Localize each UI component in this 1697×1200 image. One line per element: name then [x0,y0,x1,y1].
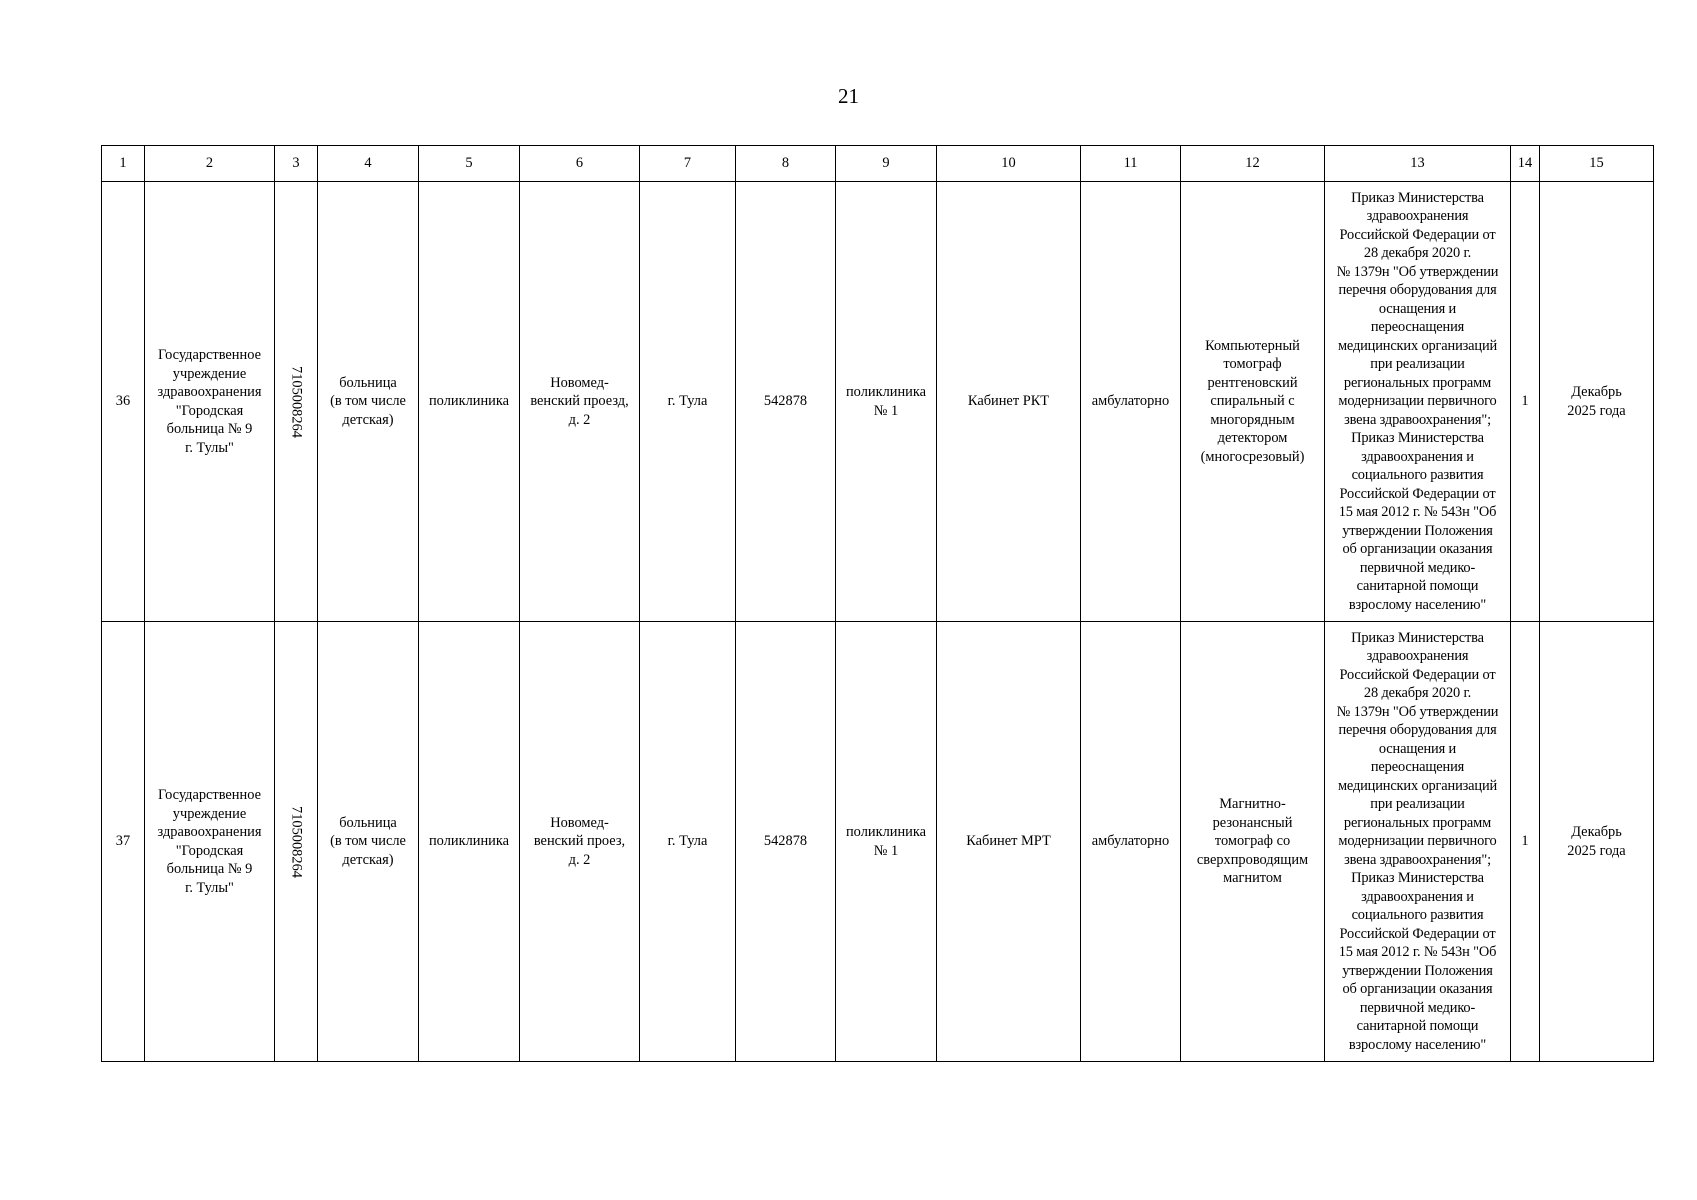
column-header: 11 [1081,146,1181,182]
inn-value: 7105008264 [288,365,305,438]
column-header: 13 [1325,146,1511,182]
equipment-table [101,145,1654,1062]
inn-value: 7105008264 [288,805,305,878]
address: Новомед- венский проезд, д. 2 [520,182,640,622]
unit-name: поликлиника [419,182,520,622]
room: Кабинет РКТ [937,182,1081,622]
column-header: 12 [1181,146,1325,182]
code: 542878 [736,622,836,1062]
table-row [102,182,1654,622]
care-form: амбулаторно [1081,622,1181,1062]
column-header: 5 [419,146,520,182]
equipment-name: Магнитно- резонансный томограф со сверхпроводящим магнитом [1181,622,1325,1062]
equipment-name: Компьютерный томограф рентгеновский спиральный с многорядным детектором (многосрезовый) [1181,182,1325,622]
subunit: поликлиника № 1 [836,182,937,622]
legal-basis: Приказ Министерства здравоохранения Российской Федерации от 28 декабря 2020 г. № 1379н "Об утверждении перечня оборудования для оснащения и переоснащения медицинских организаций при реализации региональных программ модернизации первичного звена здравоохранения"; Приказ Министерства здравоохранения и социального развития Российской Федерации от 15 мая 2012 г. № 543н "Об утверждении Положения об организации оказания первичной медико- санитарной помощи взрослому населению" [1325,182,1511,622]
column-header: 15 [1540,146,1654,182]
institution-name: Государственное учреждение здравоохранения "Городская больница № 9 г. Тулы" [145,622,275,1062]
deadline: Декабрь 2025 года [1540,182,1654,622]
column-header: 6 [520,146,640,182]
legal-basis: Приказ Министерства здравоохранения Российской Федерации от 28 декабря 2020 г. № 1379н "Об утверждении перечня оборудования для оснащения и переоснащения медицинских организаций при реализации региональных программ модернизации первичного звена здравоохранения"; Приказ Министерства здравоохранения и социального развития Российской Федерации от 15 мая 2012 г. № 543н "Об утверждении Положения об организации оказания первичной медико- санитарной помощи взрослому населению" [1325,622,1511,1062]
institution-name: Государственное учреждение здравоохранения "Городская больница № 9 г. Тулы" [145,182,275,622]
column-header: 3 [275,146,318,182]
deadline: Декабрь 2025 года [1540,622,1654,1062]
page-number: 21 [838,84,859,108]
quantity: 1 [1511,622,1540,1062]
city: г. Тула [640,182,736,622]
city: г. Тула [640,622,736,1062]
room: Кабинет МРТ [937,622,1081,1062]
care-form: амбулаторно [1081,182,1181,622]
code: 542878 [736,182,836,622]
row-number: 36 [102,182,145,622]
unit-name: поликлиника [419,622,520,1062]
column-header: 14 [1511,146,1540,182]
column-header: 8 [736,146,836,182]
table-row [102,622,1654,1062]
inn-cell [275,182,318,622]
column-header: 10 [937,146,1081,182]
column-header: 4 [318,146,419,182]
column-header: 1 [102,146,145,182]
inn-cell [275,622,318,1062]
address: Новомед- венский проез, д. 2 [520,622,640,1062]
column-header: 7 [640,146,736,182]
institution-type: больница (в том числе детская) [318,622,419,1062]
row-number: 37 [102,622,145,1062]
table-header-row [102,146,1654,182]
column-header: 9 [836,146,937,182]
subunit: поликлиника № 1 [836,622,937,1062]
institution-type: больница (в том числе детская) [318,182,419,622]
column-header: 2 [145,146,275,182]
quantity: 1 [1511,182,1540,622]
